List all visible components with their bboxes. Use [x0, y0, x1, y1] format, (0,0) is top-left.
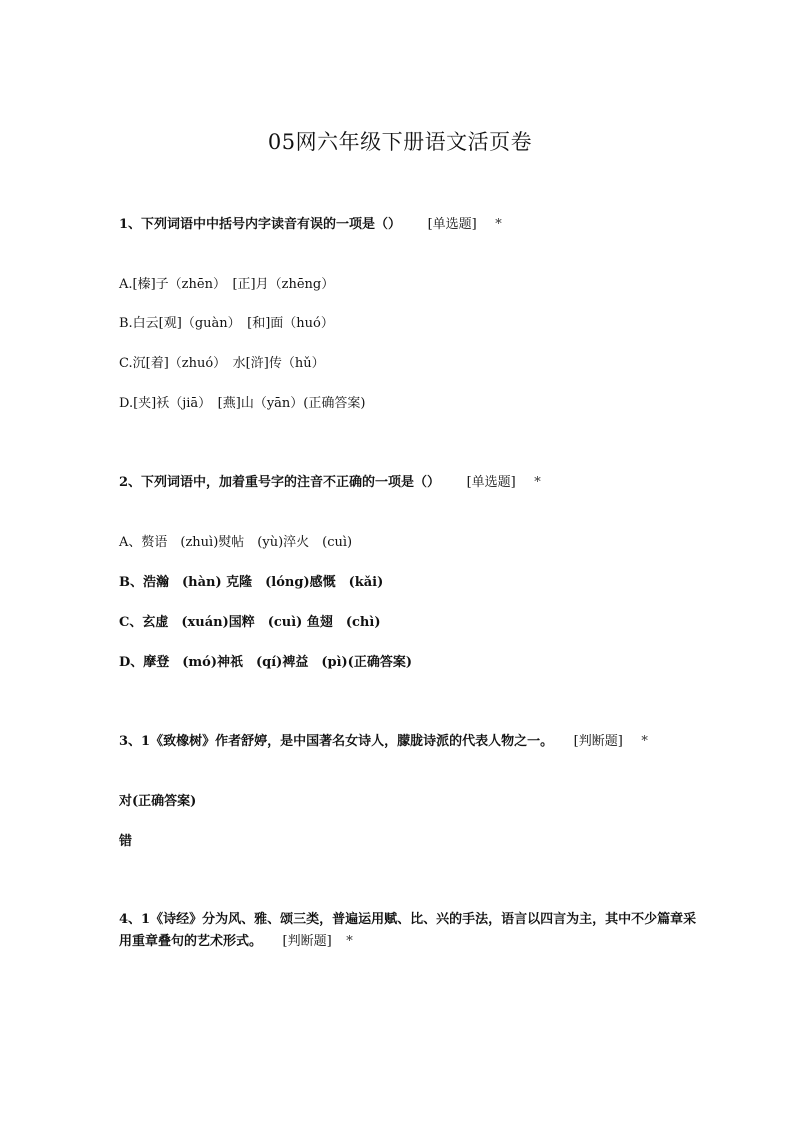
- question-2-type-tag: [单选题]: [466, 475, 516, 490]
- question-1-option-d: D.[夹]袄（jiā） [燕]山（yān）(正确答案): [119, 396, 366, 411]
- page-title: 05网六年级下册语文活页卷: [267, 130, 533, 154]
- question-1-stem-line: [119, 216, 502, 234]
- question-1-required-mark: *: [495, 217, 502, 232]
- question-1-option-a: A.[榛]子（zhēn） [正]月（zhēng）: [119, 277, 335, 292]
- question-1-stem: 1、下列词语中中括号内字读音有误的一项是（）: [119, 217, 402, 232]
- question-3-type-tag: [判断题]: [573, 734, 623, 749]
- question-4-stem: 4、1《诗经》分为风、雅、颂三类，普遍运用赋、比、兴的手法，语言以四言为主，其中不少篇章采用重章叠句的艺术形式。: [119, 912, 697, 949]
- question-1-option-b: B.白云[观]（guàn） [和]面（huó）: [119, 316, 334, 331]
- question-2-option-c: C、玄虚 (xuán)国粹 (cuì) 鱼翅 (chì): [119, 615, 381, 630]
- question-2-stem: 2、下列词语中，加着重号字的注音不正确的一项是（）: [119, 475, 441, 490]
- question-1-type-tag: [单选题]: [427, 217, 477, 232]
- question-3-option-true: 对(正确答案): [119, 794, 197, 809]
- question-1-option-c: C.沉[着]（zhuó） 水[浒]传（hǔ）: [119, 356, 325, 371]
- question-3-stem: 3、1《致橡树》作者舒婷，是中国著名女诗人，朦胧诗派的代表人物之一。: [119, 734, 554, 749]
- question-2-required-mark: *: [534, 475, 541, 490]
- question-2-stem-line: [119, 474, 541, 492]
- question-3-required-mark: *: [641, 734, 648, 749]
- question-4-required-mark: *: [346, 934, 353, 949]
- question-2-option-d: D、摩登 (mó)神祇 (qí)裨益 (pì)(正确答案): [119, 655, 412, 670]
- question-3-option-false: 错: [119, 834, 133, 849]
- question-4-type-tag: [判断题]: [282, 934, 332, 949]
- question-2-option-a: A、赘语 (zhuì)熨帖 (yù)淬火 (cuì): [119, 535, 353, 550]
- question-3-stem-line: [119, 733, 648, 751]
- question-2-option-b: B、浩瀚 (hàn) 克隆 (lóng)感慨 (kǎi): [119, 575, 384, 590]
- question-4-stem-line: [119, 909, 699, 953]
